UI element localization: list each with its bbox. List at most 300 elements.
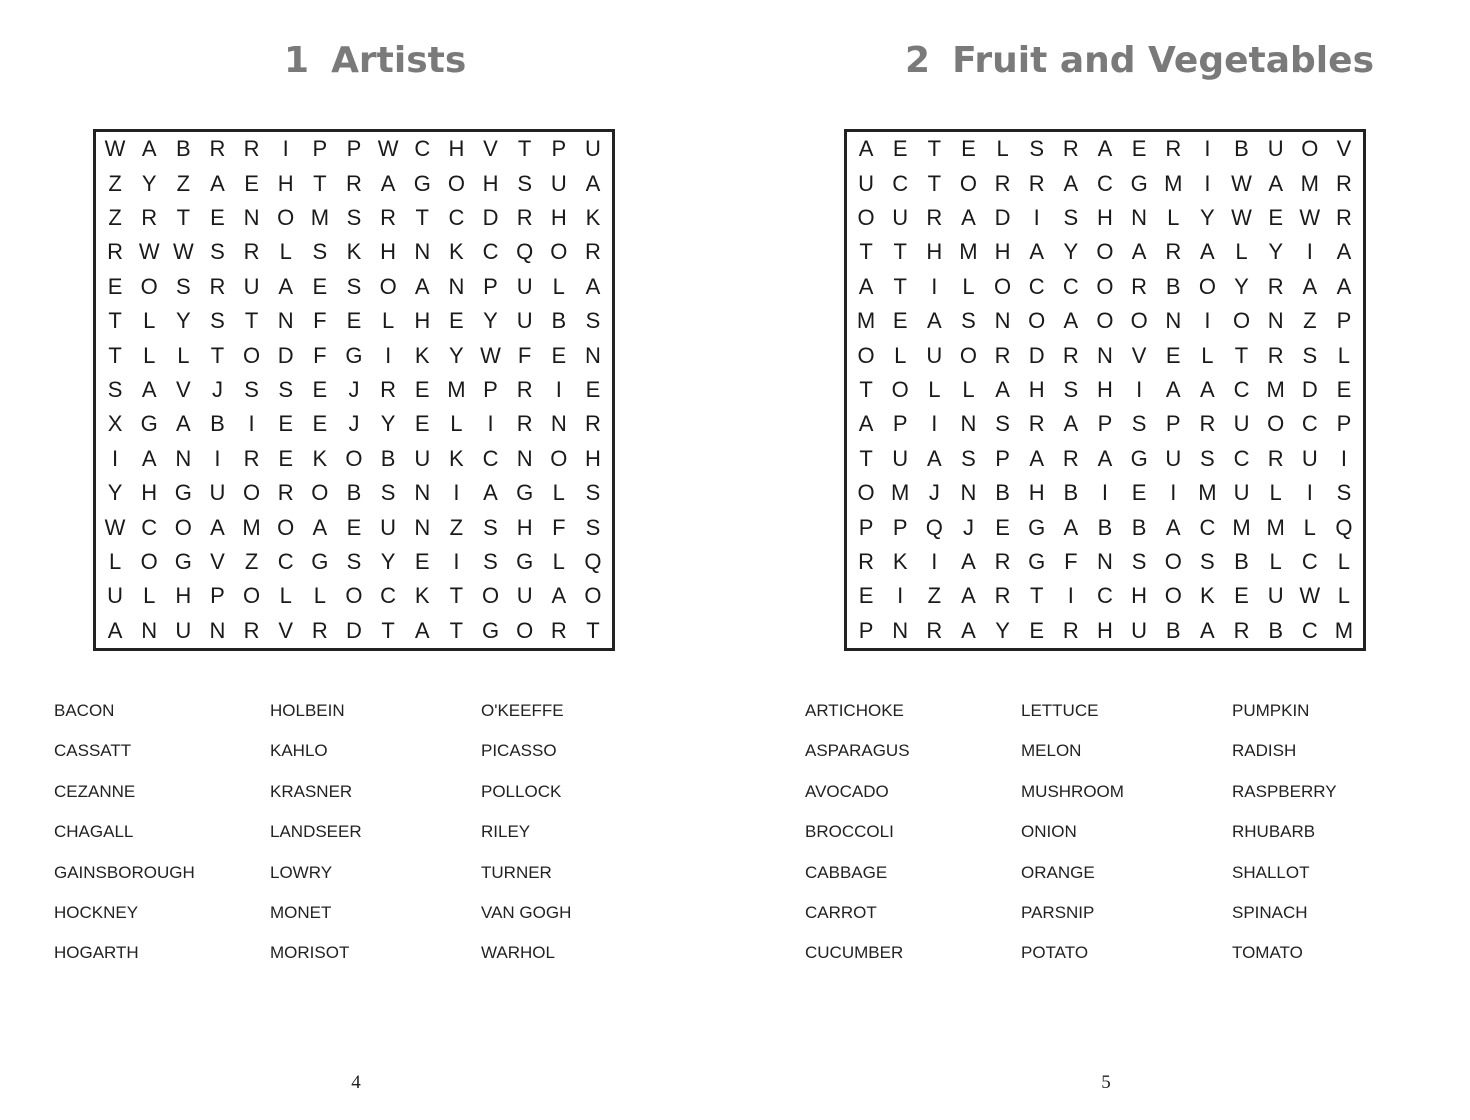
grid-letter[interactable]: F <box>517 342 532 368</box>
grid-letter[interactable]: R <box>516 204 533 230</box>
grid-letter[interactable]: K <box>892 548 908 574</box>
grid-letter[interactable]: B <box>1063 480 1079 506</box>
grid-letter[interactable]: G <box>516 548 534 574</box>
grid-letter[interactable]: P <box>346 136 362 162</box>
grid-letter[interactable]: I <box>214 445 221 471</box>
grid-letter[interactable]: O <box>857 204 875 230</box>
grid-letter[interactable]: L <box>1235 239 1248 265</box>
grid-letter[interactable]: R <box>311 617 328 643</box>
grid-letter[interactable]: O <box>994 273 1012 299</box>
grid-letter[interactable]: P <box>551 136 567 162</box>
grid-letter[interactable]: U <box>892 445 909 471</box>
grid-letter[interactable]: W <box>1231 170 1252 196</box>
grid-letter[interactable]: S <box>346 548 362 574</box>
grid-letter[interactable]: A <box>858 136 874 162</box>
grid-letter[interactable]: O <box>550 239 568 265</box>
grid-letter[interactable]: M <box>959 239 978 265</box>
grid-letter[interactable]: B <box>1165 617 1181 643</box>
grid-letter[interactable]: N <box>550 411 567 437</box>
grid-letter[interactable]: O <box>584 583 602 609</box>
grid-letter[interactable]: L <box>313 583 326 609</box>
grid-letter[interactable]: S <box>1131 548 1147 574</box>
grid-letter[interactable]: Q <box>925 514 943 540</box>
grid-letter[interactable]: E <box>414 548 430 574</box>
grid-letter[interactable]: U <box>1233 411 1250 437</box>
grid-letter[interactable]: O <box>345 445 363 471</box>
grid-letter[interactable]: I <box>1204 136 1211 162</box>
grid-letter[interactable]: U <box>516 308 533 334</box>
grid-letter[interactable]: R <box>277 480 294 506</box>
grid-letter[interactable]: R <box>243 136 260 162</box>
grid-letter[interactable]: S <box>210 239 225 265</box>
grid-letter[interactable]: I <box>897 583 904 609</box>
grid-letter[interactable]: I <box>385 342 392 368</box>
grid-letter[interactable]: A <box>107 617 123 643</box>
grid-letter[interactable]: C <box>141 514 158 540</box>
grid-letter[interactable]: V <box>175 376 191 402</box>
grid-letter[interactable]: E <box>892 136 908 162</box>
grid-letter[interactable]: U <box>1267 583 1284 609</box>
grid-letter[interactable]: I <box>487 411 494 437</box>
grid-letter[interactable]: P <box>1097 411 1113 437</box>
grid-letter[interactable]: I <box>931 411 938 437</box>
grid-letter[interactable]: U <box>414 445 431 471</box>
grid-letter[interactable]: G <box>1130 445 1148 471</box>
grid-letter[interactable]: T <box>586 617 600 643</box>
grid-letter[interactable]: H <box>175 583 192 609</box>
grid-letter[interactable]: Y <box>141 170 157 196</box>
grid-letter[interactable]: R <box>994 583 1011 609</box>
grid-letter[interactable]: L <box>894 342 907 368</box>
grid-letter[interactable]: S <box>1302 342 1318 368</box>
grid-letter[interactable]: I <box>1170 480 1177 506</box>
grid-letter[interactable]: I <box>555 376 562 402</box>
grid-letter[interactable]: R <box>243 239 260 265</box>
grid-letter[interactable]: A <box>1131 239 1147 265</box>
grid-letter[interactable]: P <box>1165 411 1181 437</box>
grid-letter[interactable]: D <box>346 617 362 643</box>
grid-letter[interactable]: S <box>380 480 396 506</box>
grid-letter[interactable]: E <box>1029 617 1045 643</box>
grid-letter[interactable]: J <box>962 514 974 540</box>
grid-letter[interactable]: P <box>312 136 328 162</box>
grid-letter[interactable]: C <box>1233 376 1250 402</box>
grid-letter[interactable]: R <box>209 273 226 299</box>
grid-letter[interactable]: K <box>414 583 430 609</box>
grid-letter[interactable]: R <box>1131 273 1148 299</box>
grid-letter[interactable]: A <box>210 170 225 196</box>
grid-letter[interactable]: O <box>516 617 534 643</box>
grid-letter[interactable]: R <box>346 170 362 196</box>
grid-letter[interactable]: I <box>931 273 938 299</box>
grid-letter[interactable]: G <box>345 342 363 368</box>
grid-letter[interactable]: G <box>413 170 431 196</box>
grid-letter[interactable]: H <box>1097 204 1113 230</box>
grid-letter[interactable]: A <box>1097 445 1113 471</box>
grid-letter[interactable]: Z <box>1303 308 1317 334</box>
grid-letter[interactable]: O <box>959 170 978 196</box>
grid-letter[interactable]: A <box>1097 136 1113 162</box>
grid-letter[interactable]: C <box>482 445 499 471</box>
grid-letter[interactable]: P <box>858 514 874 540</box>
grid-letter[interactable]: O <box>1096 273 1114 299</box>
grid-letter[interactable]: O <box>1028 308 1046 334</box>
grid-letter[interactable]: K <box>449 239 464 265</box>
grid-letter[interactable]: W <box>104 514 126 540</box>
grid-letter[interactable]: O <box>140 548 158 574</box>
grid-letter[interactable]: I <box>1033 204 1040 230</box>
grid-letter[interactable]: R <box>1267 273 1284 299</box>
grid-letter[interactable]: Y <box>107 480 123 506</box>
grid-letter[interactable]: E <box>278 445 294 471</box>
grid-letter[interactable]: W <box>104 136 126 162</box>
grid-letter[interactable]: O <box>379 273 397 299</box>
grid-letter[interactable]: R <box>1335 204 1352 230</box>
grid-letter[interactable]: R <box>1062 617 1079 643</box>
grid-letter[interactable]: S <box>995 411 1010 437</box>
grid-letter[interactable]: A <box>1336 273 1352 299</box>
grid-letter[interactable]: R <box>1267 445 1284 471</box>
grid-letter[interactable]: A <box>1029 239 1045 265</box>
grid-letter[interactable]: O <box>1232 308 1251 334</box>
grid-letter[interactable]: R <box>243 617 260 643</box>
grid-letter[interactable]: U <box>1233 480 1250 506</box>
grid-letter[interactable]: L <box>143 342 156 368</box>
grid-letter[interactable]: H <box>516 514 533 540</box>
grid-letter[interactable]: R <box>107 239 123 265</box>
grid-letter[interactable]: R <box>243 445 260 471</box>
grid-letter[interactable]: M <box>310 204 330 230</box>
grid-letter[interactable]: T <box>210 342 225 368</box>
grid-letter[interactable]: C <box>1028 273 1045 299</box>
grid-letter[interactable]: N <box>175 445 192 471</box>
grid-letter[interactable]: B <box>210 411 225 437</box>
grid-letter[interactable]: K <box>312 445 328 471</box>
grid-letter[interactable]: V <box>483 136 498 162</box>
grid-letter[interactable]: S <box>1063 204 1079 230</box>
grid-letter[interactable]: A <box>926 445 942 471</box>
grid-letter[interactable]: H <box>584 445 601 471</box>
grid-letter[interactable]: N <box>414 239 431 265</box>
grid-letter[interactable]: A <box>380 170 396 196</box>
grid-letter[interactable]: T <box>244 308 259 334</box>
grid-letter[interactable]: N <box>414 480 431 506</box>
grid-letter[interactable]: L <box>382 308 395 334</box>
grid-letter[interactable]: R <box>1165 136 1182 162</box>
grid-letter[interactable]: J <box>211 376 223 402</box>
grid-letter[interactable]: T <box>517 136 532 162</box>
grid-letter[interactable]: E <box>312 376 328 402</box>
grid-letter[interactable]: G <box>1130 170 1148 196</box>
grid-letter[interactable]: G <box>174 548 192 574</box>
grid-letter[interactable]: K <box>449 445 464 471</box>
grid-letter[interactable]: Z <box>108 204 122 230</box>
grid-letter[interactable]: S <box>278 376 294 402</box>
grid-letter[interactable]: Y <box>449 342 464 368</box>
grid-letter[interactable]: D <box>482 204 499 230</box>
grid-letter[interactable]: O <box>277 514 295 540</box>
grid-letter[interactable]: P <box>858 617 874 643</box>
grid-letter[interactable]: A <box>278 273 294 299</box>
grid-letter[interactable]: L <box>1337 583 1351 609</box>
grid-letter[interactable]: T <box>176 204 191 230</box>
grid-letter[interactable]: M <box>447 376 466 402</box>
grid-letter[interactable]: A <box>1200 239 1215 265</box>
grid-letter[interactable]: O <box>857 342 875 368</box>
grid-letter[interactable]: L <box>1269 480 1282 506</box>
grid-letter[interactable]: A <box>414 617 430 643</box>
grid-letter[interactable]: C <box>1233 445 1250 471</box>
grid-letter[interactable]: H <box>448 136 465 162</box>
grid-letter[interactable]: A <box>585 273 601 299</box>
grid-letter[interactable]: M <box>1266 376 1285 402</box>
grid-letter[interactable]: N <box>1165 308 1182 334</box>
grid-letter[interactable]: L <box>552 548 565 574</box>
grid-letter[interactable]: E <box>1336 376 1352 402</box>
grid-letter[interactable]: N <box>141 617 158 643</box>
grid-letter[interactable]: I <box>112 445 119 471</box>
grid-letter[interactable]: L <box>1167 204 1180 230</box>
grid-letter[interactable]: A <box>141 136 157 162</box>
grid-letter[interactable]: C <box>1097 170 1113 196</box>
grid-letter[interactable]: I <box>453 480 460 506</box>
grid-letter[interactable]: O <box>345 583 363 609</box>
grid-letter[interactable]: L <box>450 411 463 437</box>
grid-letter[interactable]: T <box>859 239 873 265</box>
grid-letter[interactable]: R <box>1028 411 1045 437</box>
grid-letter[interactable]: W <box>480 342 501 368</box>
grid-letter[interactable]: L <box>928 376 941 402</box>
grid-letter[interactable]: H <box>1028 376 1045 402</box>
grid-letter[interactable]: I <box>248 411 255 437</box>
grid-letter[interactable]: V <box>1336 136 1352 162</box>
grid-letter[interactable]: T <box>1030 583 1044 609</box>
grid-letter[interactable]: R <box>926 617 943 643</box>
grid-letter[interactable]: D <box>277 342 294 368</box>
grid-letter[interactable]: I <box>1067 583 1074 609</box>
grid-letter[interactable]: U <box>209 480 226 506</box>
grid-letter[interactable]: T <box>859 376 873 402</box>
grid-letter[interactable]: A <box>1268 170 1283 196</box>
grid-letter[interactable]: R <box>141 204 158 230</box>
grid-letter[interactable]: M <box>856 308 876 334</box>
grid-letter[interactable]: O <box>1096 239 1114 265</box>
grid-letter[interactable]: R <box>380 376 397 402</box>
grid-letter[interactable]: T <box>108 342 122 368</box>
grid-letter[interactable]: O <box>1096 308 1114 334</box>
grid-letter[interactable]: D <box>994 204 1011 230</box>
grid-letter[interactable]: E <box>312 411 328 437</box>
grid-letter[interactable]: H <box>141 480 158 506</box>
grid-letter[interactable]: B <box>346 480 362 506</box>
grid-letter[interactable]: I <box>1306 239 1313 265</box>
grid-letter[interactable]: S <box>1200 548 1215 574</box>
grid-letter[interactable]: S <box>312 239 328 265</box>
grid-letter[interactable]: O <box>1301 136 1319 162</box>
grid-letter[interactable]: U <box>243 273 260 299</box>
grid-letter[interactable]: O <box>277 204 295 230</box>
grid-letter[interactable]: E <box>244 170 259 196</box>
grid-letter[interactable]: W <box>1299 204 1321 230</box>
grid-letter[interactable]: E <box>449 308 464 334</box>
grid-letter[interactable]: Y <box>1063 239 1079 265</box>
grid-letter[interactable]: U <box>516 583 533 609</box>
grid-letter[interactable]: F <box>313 308 327 334</box>
grid-letter[interactable]: O <box>1130 308 1148 334</box>
grid-letter[interactable]: B <box>1097 514 1113 540</box>
grid-letter[interactable]: R <box>1062 342 1079 368</box>
grid-letter[interactable]: N <box>243 204 260 230</box>
grid-letter[interactable]: G <box>1028 514 1046 540</box>
grid-letter[interactable]: U <box>1267 136 1284 162</box>
grid-letter[interactable]: A <box>1165 514 1181 540</box>
grid-letter[interactable]: T <box>108 308 122 334</box>
grid-letter[interactable]: R <box>584 411 601 437</box>
grid-letter[interactable]: K <box>1200 583 1215 609</box>
grid-letter[interactable]: M <box>1334 617 1354 643</box>
grid-letter[interactable]: L <box>143 583 156 609</box>
grid-letter[interactable]: N <box>1267 308 1284 334</box>
grid-letter[interactable]: D <box>1301 376 1318 402</box>
grid-letter[interactable]: T <box>381 617 395 643</box>
grid-letter[interactable]: A <box>926 308 942 334</box>
grid-letter[interactable]: R <box>516 376 533 402</box>
grid-letter[interactable]: O <box>243 480 261 506</box>
grid-letter[interactable]: B <box>1165 273 1181 299</box>
grid-letter[interactable]: R <box>1335 170 1352 196</box>
grid-letter[interactable]: N <box>960 411 977 437</box>
grid-letter[interactable]: U <box>516 273 533 299</box>
grid-letter[interactable]: S <box>346 273 362 299</box>
grid-letter[interactable]: L <box>177 342 190 368</box>
grid-letter[interactable]: Z <box>449 514 464 540</box>
grid-letter[interactable]: R <box>1199 411 1216 437</box>
grid-letter[interactable]: A <box>1063 411 1079 437</box>
grid-letter[interactable]: G <box>1028 548 1046 574</box>
grid-letter[interactable]: A <box>1200 617 1215 643</box>
grid-letter[interactable]: M <box>1266 514 1285 540</box>
grid-letter[interactable]: P <box>892 514 908 540</box>
grid-letter[interactable]: B <box>995 480 1010 506</box>
grid-letter[interactable]: S <box>585 308 601 334</box>
grid-letter[interactable]: S <box>1131 411 1147 437</box>
grid-letter[interactable]: A <box>175 411 191 437</box>
grid-letter[interactable]: K <box>346 239 362 265</box>
grid-letter[interactable]: L <box>143 308 156 334</box>
grid-letter[interactable]: L <box>279 239 292 265</box>
grid-letter[interactable]: L <box>1337 342 1351 368</box>
grid-letter[interactable]: R <box>1233 617 1250 643</box>
grid-letter[interactable]: A <box>1063 170 1079 196</box>
grid-letter[interactable]: O <box>1164 548 1182 574</box>
grid-letter[interactable]: E <box>892 308 908 334</box>
grid-letter[interactable]: L <box>552 273 565 299</box>
grid-letter[interactable]: O <box>1267 411 1285 437</box>
grid-letter[interactable]: S <box>585 514 601 540</box>
grid-letter[interactable]: I <box>1101 480 1109 506</box>
grid-letter[interactable]: L <box>279 583 292 609</box>
grid-letter[interactable]: C <box>1301 617 1318 643</box>
grid-letter[interactable]: C <box>1199 514 1216 540</box>
grid-letter[interactable]: C <box>380 583 397 609</box>
grid-letter[interactable]: O <box>243 342 261 368</box>
grid-letter[interactable]: E <box>858 583 874 609</box>
grid-letter[interactable]: W <box>377 136 399 162</box>
grid-letter[interactable]: D <box>1028 342 1045 368</box>
grid-letter[interactable]: S <box>1200 445 1215 471</box>
grid-letter[interactable]: R <box>858 548 874 574</box>
grid-letter[interactable]: T <box>859 445 873 471</box>
grid-letter[interactable]: W <box>1231 204 1252 230</box>
grid-letter[interactable]: T <box>313 170 327 196</box>
grid-letter[interactable]: N <box>1131 204 1148 230</box>
grid-letter[interactable]: O <box>550 445 568 471</box>
grid-letter[interactable]: I <box>453 548 460 574</box>
grid-letter[interactable]: A <box>858 273 874 299</box>
grid-letter[interactable]: Z <box>176 170 191 196</box>
grid-letter[interactable]: N <box>892 617 909 643</box>
grid-letter[interactable]: E <box>995 514 1010 540</box>
grid-letter[interactable]: M <box>242 514 261 540</box>
grid-letter[interactable]: N <box>277 308 294 334</box>
grid-letter[interactable]: E <box>1165 342 1181 368</box>
grid-letter[interactable]: J <box>348 376 360 402</box>
grid-letter[interactable]: I <box>1340 445 1347 471</box>
grid-letter[interactable]: T <box>449 583 464 609</box>
grid-letter[interactable]: B <box>1234 136 1249 162</box>
grid-letter[interactable]: O <box>140 273 158 299</box>
grid-letter[interactable]: L <box>1269 548 1282 574</box>
grid-letter[interactable]: N <box>994 308 1011 334</box>
grid-letter[interactable]: P <box>210 583 225 609</box>
grid-letter[interactable]: M <box>1198 480 1217 506</box>
grid-letter[interactable]: W <box>138 239 160 265</box>
grid-letter[interactable]: O <box>243 583 261 609</box>
grid-letter[interactable]: R <box>584 239 601 265</box>
grid-letter[interactable]: P <box>1336 308 1352 334</box>
grid-letter[interactable]: M <box>1164 170 1183 196</box>
grid-letter[interactable]: I <box>1136 376 1143 402</box>
grid-letter[interactable]: E <box>278 411 294 437</box>
grid-letter[interactable]: S <box>1029 136 1045 162</box>
grid-letter[interactable]: M <box>1232 514 1251 540</box>
grid-letter[interactable]: S <box>107 376 123 402</box>
grid-letter[interactable]: S <box>1336 480 1352 506</box>
grid-letter[interactable]: A <box>961 583 976 609</box>
grid-letter[interactable]: U <box>584 136 601 162</box>
grid-letter[interactable]: P <box>995 445 1010 471</box>
grid-letter[interactable]: A <box>1336 239 1352 265</box>
grid-letter[interactable]: Z <box>244 548 259 574</box>
grid-letter[interactable]: H <box>1097 617 1113 643</box>
grid-letter[interactable]: R <box>994 548 1011 574</box>
grid-letter[interactable]: O <box>481 583 500 609</box>
grid-letter[interactable]: N <box>584 342 601 368</box>
grid-letter[interactable]: P <box>483 273 498 299</box>
grid-letter[interactable]: C <box>482 239 499 265</box>
grid-letter[interactable]: R <box>1062 445 1079 471</box>
grid-letter[interactable]: U <box>858 170 874 196</box>
grid-letter[interactable]: G <box>481 617 500 643</box>
grid-letter[interactable]: I <box>1204 308 1211 334</box>
grid-letter[interactable]: N <box>209 617 226 643</box>
grid-letter[interactable]: B <box>551 308 567 334</box>
grid-letter[interactable]: A <box>1165 376 1181 402</box>
grid-letter[interactable]: Q <box>1335 514 1353 540</box>
grid-letter[interactable]: N <box>448 273 465 299</box>
grid-letter[interactable]: R <box>994 170 1011 196</box>
grid-letter[interactable]: W <box>1299 583 1321 609</box>
